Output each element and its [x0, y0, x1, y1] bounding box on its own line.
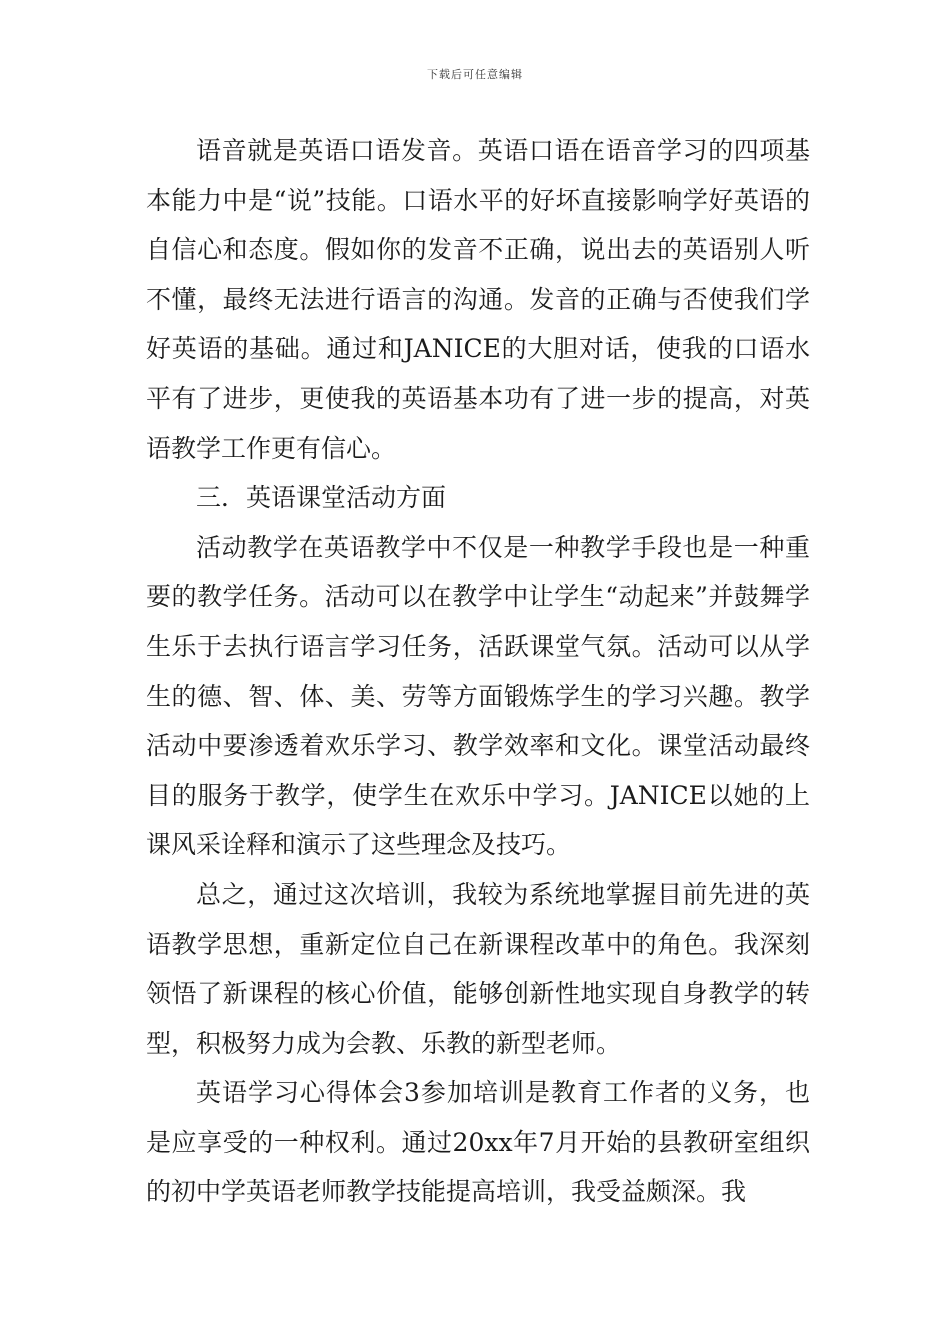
paragraph-training-experience: 英语学习心得体会3参加培训是教育工作者的义务，也是应享受的一种权利。通过20xx年7月开始的县教研室组织的初中学英语老师教学技能提高培训，我受益颇深。我: [146, 1078, 810, 1207]
section-heading-classroom-activities: 三．英语课堂活动方面: [196, 483, 447, 513]
paragraph-pronunciation: 语音就是英语口语发音。英语口语在语音学习的四项基本能力中是“说”技能。口语水平的好坏直接影响学好英语的自信心和态度。假如你的发音不正确，说出去的英语别人听不懂，最终无法进行语言的沟通。发音的正确与否使我们学好英语的基础。通过和JANICE的大胆对话，使我的口语水平有了进步，更使我的英语基本功有了进一步的提高，对英语教学工作更有信心。: [146, 136, 810, 463]
paragraph-summary: 总之，通过这次培训，我较为系统地掌握目前先进的英语教学思想，重新定位自己在新课程改革中的角色。我深刻领悟了新课程的核心价值，能够创新性地实现自身教学的转型，积极努力成为会教、乐教的新型老师。: [146, 879, 810, 1058]
document-body: [146, 126, 810, 1217]
page-header: 下载后可任意编辑: [427, 68, 523, 81]
paragraph-activity-teaching: 活动教学在英语教学中不仅是一种教学手段也是一种重要的教学任务。活动可以在教学中让学生“动起来”并鼓舞学生乐于去执行语言学习任务，活跃课堂气氛。活动可以从学生的德、智、体、美、劳等方面锻炼学生的学习兴趣。教学活动中要渗透着欢乐学习、教学效率和文化。课堂活动最终目的服务于教学，使学生在欢乐中学习。JANICE以她的上课风采诠释和演示了这些理念及技巧。: [146, 532, 810, 860]
